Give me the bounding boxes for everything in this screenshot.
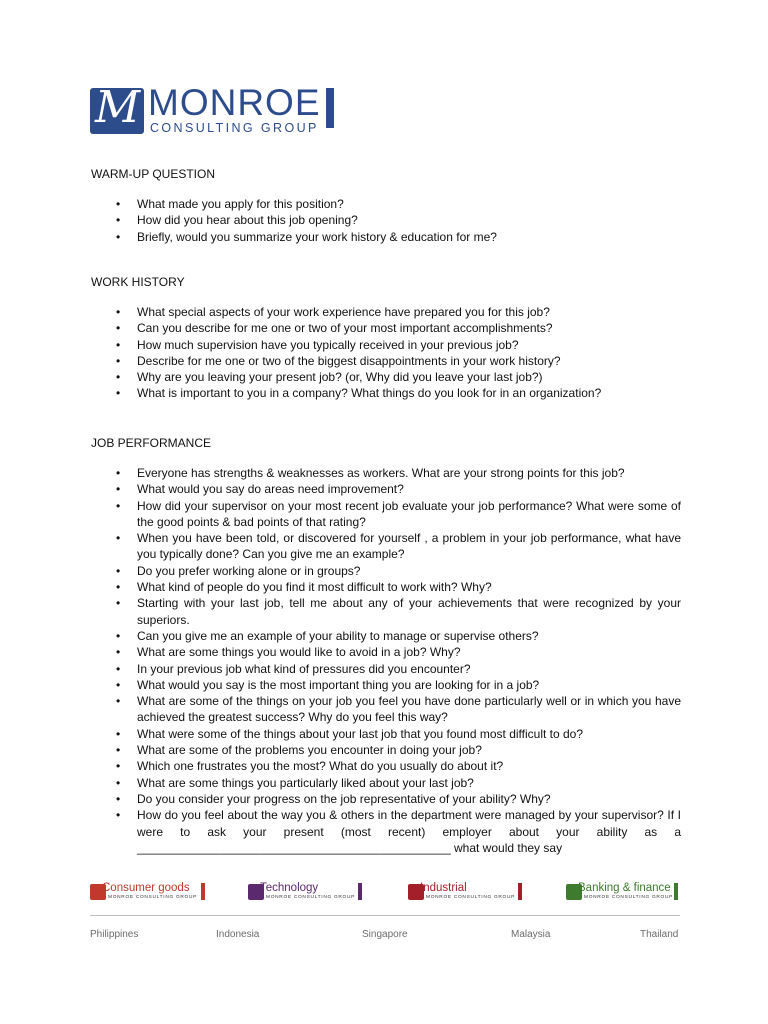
list-item: • What kind of people do you find it most difficult to work with? Why? [91,579,681,595]
brand-subtitle: MONROE CONSULTING GROUP [426,895,516,900]
question-list [91,304,681,402]
country-indonesia: Indonesia [216,929,260,940]
list-item: • Can you give me an example of your ability to manage or supervise others? [91,628,681,644]
monroe-logo [90,84,340,136]
section-job-performance [91,435,681,856]
list-item: • How did your supervisor on your most recent job evaluate your job performance? What were some of the good points & bad points of that rating? [91,498,681,531]
footer-divider [90,915,680,916]
country-philippines: Philippines [90,929,139,940]
list-item: • When you have been told, or discovered for yourself , a problem in your job performance, what have you typically done? Can you give me an example? [91,530,681,563]
logo-mark-letter: M [95,82,141,133]
list-item: • What made you apply for this position? [91,196,681,212]
logo-name: MONROE [148,82,321,123]
brand-subtitle: MONROE CONSULTING GROUP [266,895,356,900]
brand-bar [518,883,522,900]
list-item: • Briefly, would you summarize your work history & education for me? [91,229,681,245]
brand-industrial [408,882,523,904]
section-warm-up [91,166,681,274]
list-item: • What is important to you in a company? What things do you look for in an organization? [91,385,681,401]
list-item: • What would you say do areas need improvement? [91,481,681,497]
list-item: • What are some things you particularly liked about your last job? [91,775,681,791]
brand-bar [358,883,362,900]
brand-bar [201,883,205,900]
brand-name: Industrial [420,882,467,894]
list-item: • Everyone has strengths & weaknesses as workers. What are your strong points for this job? [91,465,681,481]
section-title: WORK HISTORY [91,275,185,289]
list-item: • Can you describe for me one or two of your most important accomplishments? [91,320,681,336]
list-item: • How much supervision have you typically received in your previous job? [91,337,681,353]
list-item: • Do you prefer working alone or in groups? [91,563,681,579]
country-list [90,929,680,943]
brand-subtitle: MONROE CONSULTING GROUP [108,895,198,900]
brand-consumer-goods [90,882,205,904]
question-content [91,166,681,856]
question-list [91,196,681,245]
logo-bar [326,88,334,128]
list-item: • Starting with your last job, tell me about any of your achievements that were recognized by your superiors. [91,595,681,628]
brand-name: Consumer goods [102,882,190,894]
brand-technology [248,882,363,904]
list-item: • In your previous job what kind of pressures did you encounter? [91,661,681,677]
list-item: • What are some things you would like to avoid in a job? Why? [91,644,681,660]
section-work-history [91,274,681,435]
brand-name: Technology [260,882,319,894]
brand-subtitle: MONROE CONSULTING GROUP [584,895,674,900]
brand-bar [674,883,678,900]
list-item: • What are some of the things on your job you feel you have done particularly well or in which you have achieved the greatest success? Why do you feel this way? [91,693,681,726]
list-item: • Do you consider your progress on the job representative of your ability? Why? [91,791,681,807]
list-item: • What would you say is the most important thing you are looking for in a job? [91,677,681,693]
logo-subtitle: CONSULTING GROUP [150,121,319,135]
brand-banking-finance [566,882,680,904]
country-thailand: Thailand [640,929,679,940]
list-item: • What are some of the problems you encounter in doing your job? [91,742,681,758]
section-title: JOB PERFORMANCE [91,436,212,450]
list-item: • Describe for me one or two of the biggest disappointments in your work history? [91,353,681,369]
question-list [91,465,681,856]
list-item: • Which one frustrates you the most? What do you usually do about it? [91,758,681,774]
country-malaysia: Malaysia [511,929,551,940]
section-title: WARM-UP QUESTION [91,167,216,181]
footer-brands [90,882,680,906]
brand-name: Banking & finance [578,882,671,894]
logo-mark-icon [90,82,144,134]
list-item: • How did you hear about this job opening? [91,212,681,228]
list-item: • What special aspects of your work experience have prepared you for this job? [91,304,681,320]
list-item: • What were some of the things about your last job that you found most difficult to do? [91,726,681,742]
list-item: • Why are you leaving your present job? (or, Why did you leave your last job?) [91,369,681,385]
list-item: • How do you feel about the way you & others in the department were managed by your supervisor? If I were to ask your present (most recent) employer about your ability as a _______________________________________________ what would they say [91,807,681,856]
country-singapore: Singapore [362,929,408,940]
